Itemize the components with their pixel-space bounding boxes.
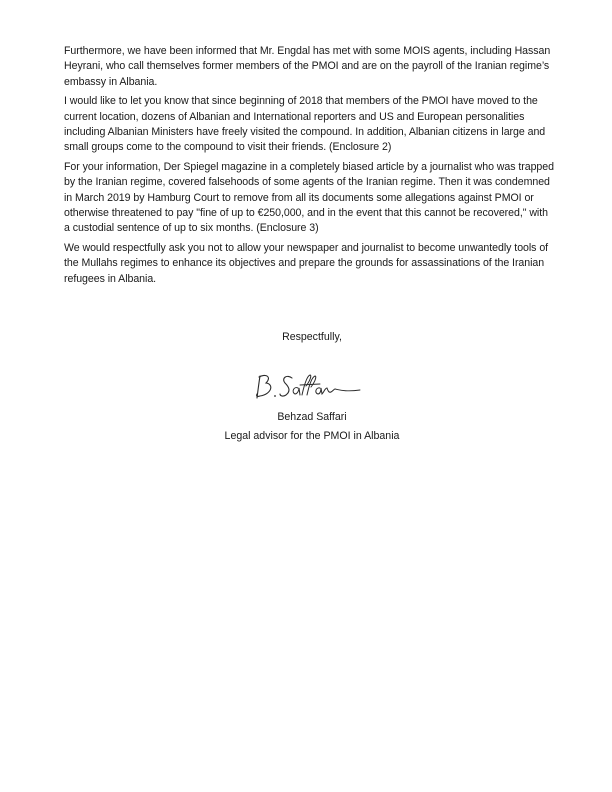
paragraph-mois-agents: Furthermore, we have been informed that Mr. Engdal has met with some MOIS agents, including Hassan Heyrani, who call themselves former members of the PMOI and are on the payroll of the Iranian regime’s embassy in Albania. [64, 45, 551, 88]
handwritten-signature [254, 372, 364, 402]
paragraph-request: We would respectfully ask you not to allow your newspaper and journalist to become unwantedly tools of the Mullahs regimes to enhance its objectives and prepare the grounds for assassinations of the Iranian refugees in Albania. [64, 242, 549, 285]
letter-body [64, 44, 556, 291]
closing-salutation: Respectfully, [282, 331, 342, 343]
paragraph-der-spiegel: For your information, Der Spiegel magazine in a completely biased article by a journalist who was trapped by the Iranian regime, covered falsehoods of some agents of the Iranian regime. Then it was condemned in March 2019 by Hamburg Court to remove from all its documents some allegations against PMOI or otherwise threatened to pay "fine of up to €250,000, and in the event that this cannot be recovered," with a custodial sentence of up to six months. (Enclosure 3) [64, 161, 554, 235]
signer-title: Legal advisor for the PMOI in Albania [224, 430, 400, 442]
paragraph-compound-visits: I would like to let you know that since beginning of 2018 that members of the PMOI have moved to the current location, dozens of Albanian and International reporters and US and European personalities including Albanian Ministers have freely visited the compound. In addition, Albanian citizens in large and small groups come to the compound to visit their friends. (Enclosure 2) [64, 95, 546, 154]
signer-name: Behzad Saffari [277, 411, 347, 423]
